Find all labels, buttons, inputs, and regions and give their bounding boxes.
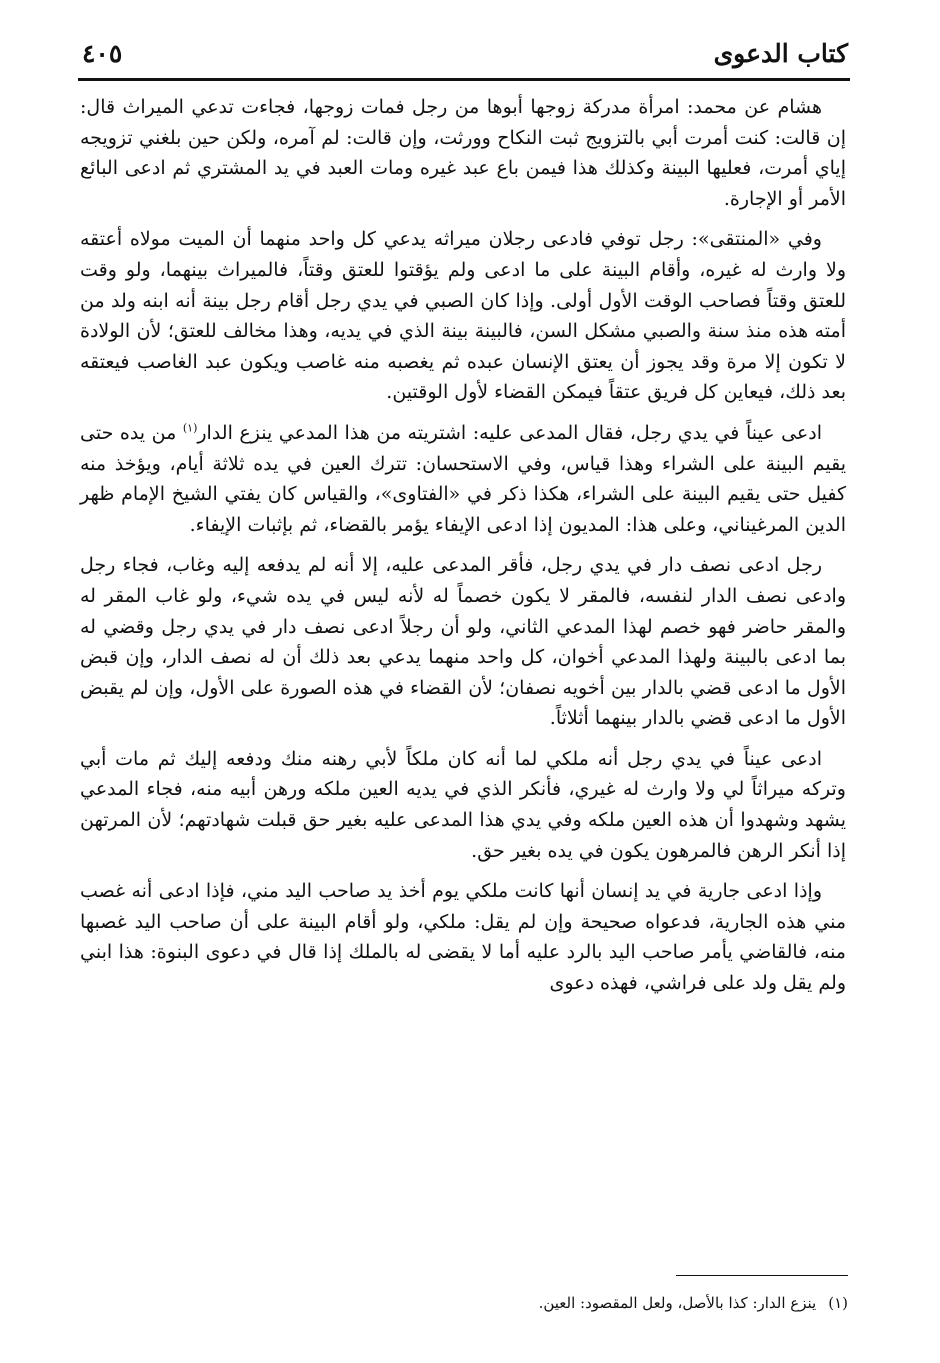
page-number: ٤٠٥ bbox=[82, 39, 123, 68]
paragraph-4: رجل ادعى نصف دار في يدي رجل، فأقر المدعى عليه، إلا أنه لم يدفعه إليه وغاب، فجاء رجل وادعى نصف الدار لنفسه، فالمقر لا يكون خصماً له لأنه ليس في يده شيء، ولو غاب المقر له والمقر حاضر فهو خصم لهذا المدعي الثاني، ولو أن رجلاً ادعى نصف دار في يدي رجل وقضي له بما ادعى بالبينة ولهذا المدعي أخوان، كل واحد منهما يدعي بعد ذلك أن له نصف الدار، وإن قبض الأول ما ادعى قضي بالدار بين أخويه نصفان؛ لأن القضاء في هذه الصورة على الأول، وإن لم يقبض الأول ما ادعى قضي بالدار بينهما أثلاثاً. bbox=[80, 554, 846, 730]
footnote-reference: (١) bbox=[182, 421, 198, 435]
paragraph-2: وفي «المنتقى»: رجل توفي فادعى رجلان ميراثه يدعي كل واحد منهما أن الميت مولاه أعتقه ولا وارث له غيره، وأقام البينة على ما ادعى ولم يؤقتوا للعتق وقتاً، فالميراث بينهما، ولو وقت للعتق وقتاً فصاحب الوقت الأول أولى. وإذا كان الصبي في يدي رجل أقام رجل بينة أنه ابنه ولد من أمته هذه منذ سنة والصبي مشكل السن، فالبينة بينة الذي في يديه، وهذا مخالف للعتق؛ لأن الولادة لا تكون إلا مرة وقد يجوز أن يعتق الإنسان عبده ثم يغصبه منه غاصب ويكون عبد الغاصب فيعتقه بعد ذلك، فيعاين كل فريق عتقاً فيمكن القضاء لأول الوقتين. bbox=[80, 228, 846, 404]
footnote-number: (١) bbox=[828, 1294, 848, 1312]
running-head bbox=[82, 28, 848, 74]
paragraph-1: هشام عن محمد: امرأة مدركة زوجها أبوها من رجل فمات زوجها، فجاءت تدعي الميراث قال: إن قالت: كنت أمرت أبي بالتزويج ثبت النكاح وورثت، وإن قالت: لم آمره، ولكن حين بلغني تزويجه إياي أمرت، فعليها البينة وكذلك هذا فيمن باع عبد غيره ومات العبد في يد المشتري ثم ادعى البائع الأمر أو الإجارة. bbox=[80, 96, 846, 210]
body-text bbox=[80, 92, 846, 1009]
paragraph-3-part-1: ادعى عيناً في يدي رجل، فقال المدعى عليه: اشتريته من هذا المدعي ينزع الدار bbox=[197, 421, 822, 444]
book-title: كتاب الدعوى bbox=[713, 39, 848, 68]
header-rule bbox=[78, 78, 850, 81]
paragraph-3 bbox=[80, 418, 846, 540]
paragraph-3-part-2: من يده حتى يقيم البينة على الشراء وهذا قياس، وفي الاستحسان: تترك العين في يده ثلاثة أيام، ويؤخذ منه كفيل حتى يقيم البينة على الشراء، هكذا ذكر في «الفتاوى»، والقياس كان يفتي الشيخ الإمام ظهر الدين المرغيناني، وعلى هذا: المديون إذا ادعى الإيفاء يؤمر بالقضاء، ثم بإثبات الإيفاء. bbox=[80, 421, 846, 536]
footnote-text: ينزع الدار: كذا بالأصل، ولعل المقصود: العين. bbox=[538, 1294, 817, 1312]
footnote bbox=[300, 1290, 848, 1316]
paragraph-6: وإذا ادعى جارية في يد إنسان أنها كانت ملكي يوم أخذ يد صاحب اليد مني، فإذا ادعى أنه غصب مني هذه الجارية، فدعواه صحيحة وإن لم يقل: ملكي، ولو أقام البينة على أن صاحب اليد غصبها منه، فالقاضي يأمر صاحب اليد بالرد عليه أما لا يقضى له بالملك إذا قال في دعوى البنوة: هذا ابني ولم يقل ولد على فراشي، فهذه دعوى bbox=[80, 880, 846, 995]
paragraph-5: ادعى عيناً في يدي رجل أنه ملكي لما أنه كان ملكاً لأبي رهنه منك ودفعه إليك ثم مات أبي وتركه ميراثاً لي ولا وارث له غيري، فأنكر الذي في يديه العين ملكه ورهن أبيه منه، فجاء المدعي يشهد وشهدوا أن هذه العين ملكه وفي يدي هذا المدعى عليه بغير حق قبلت شهادتهم؛ لأن المرتهن إذا أنكر الرهن فالمرهون يكون في يده بغير حق. bbox=[80, 747, 846, 862]
footnote-rule bbox=[676, 1275, 848, 1276]
